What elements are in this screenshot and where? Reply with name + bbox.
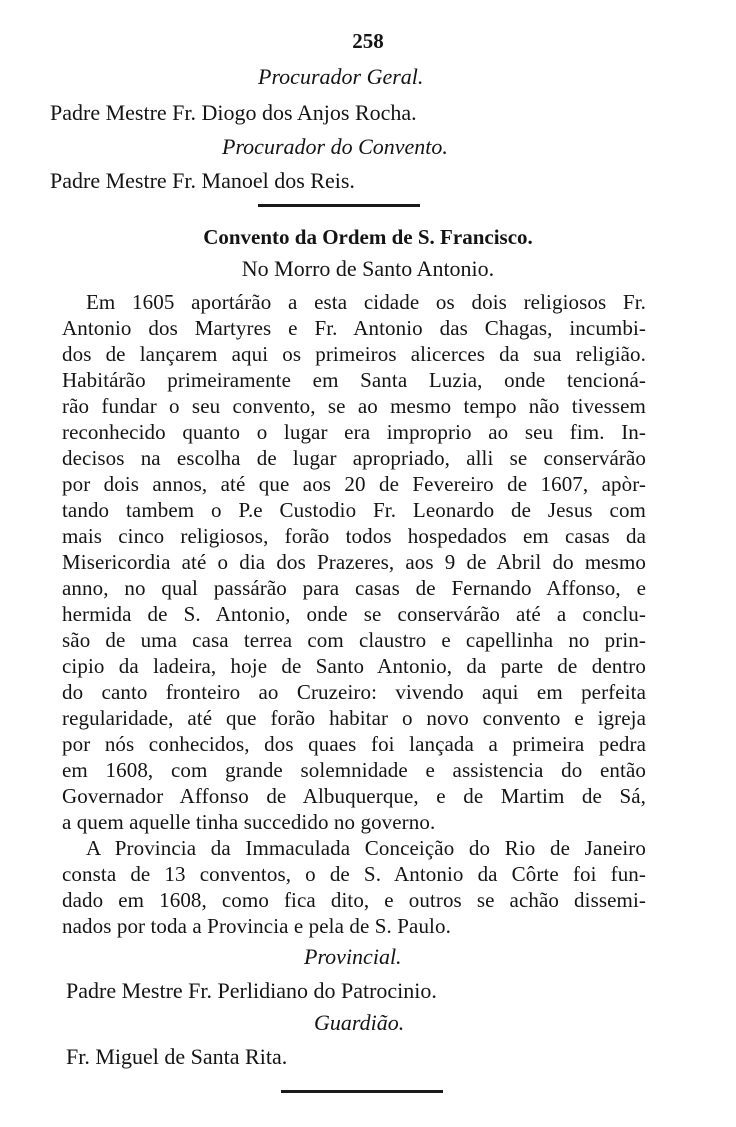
paragraph-line: em 1608, com grande solemnidade e assistencia do então <box>62 758 646 782</box>
convent-subheading: No Morro de Santo Antonio. <box>241 256 495 281</box>
paragraph-line: decisos na escolha de lugar apropriado, alli se conservárão <box>62 446 646 470</box>
paragraph-line: reconhecido quanto o lugar era improprio ao seu fim. In- <box>62 420 646 444</box>
paragraph-line: tando tambem o P.e Custodio Fr. Leonardo de Jesus com <box>62 498 646 522</box>
paragraph-line: são de uma casa terrea com claustro e capellinha no prin- <box>62 628 646 652</box>
paragraph-line: rão fundar o seu convento, se ao mesmo tempo não tivessem <box>62 394 646 418</box>
paragraph-line: dado em 1608, como fica dito, e outros se achão dissemi- <box>62 888 646 912</box>
paragraph-line: Habitárão primeiramente em Santa Luzia, onde tencioná- <box>62 368 646 392</box>
section-divider-top <box>258 204 420 207</box>
paragraph-line: por dois annos, até que aos 20 de Fevereiro de 1607, apòr- <box>62 472 646 496</box>
paragraph-line: dos de lançarem aqui os primeiros alicerces da sua religião. <box>62 342 646 366</box>
paragraph-line: Em 1605 aportárão a esta cidade os dois religiosos Fr. <box>86 290 646 314</box>
paragraph-line: por nós conhecidos, dos quaes foi lançada a primeira pedra <box>62 732 646 756</box>
paragraph-line: hermida de S. Antonio, onde se conservárão até a conclu- <box>62 602 646 626</box>
provincial-title: Provincial. <box>304 944 402 969</box>
paragraph-line: nados por toda a Provincia e pela de S. Paulo. <box>62 914 451 938</box>
page-number: 258 <box>352 29 384 53</box>
paragraph-line: regularidade, até que forão habitar o novo convento e igreja <box>62 706 646 730</box>
paragraph-line: Antonio dos Martyres e Fr. Antonio das Chagas, incumbi- <box>62 316 646 340</box>
procurador-convento-name: Padre Mestre Fr. Manoel dos Reis. <box>50 168 355 193</box>
paragraph-line: consta de 13 conventos, o de S. Antonio da Côrte foi fun- <box>62 862 646 886</box>
paragraph-line: cipio da ladeira, hoje de Santo Antonio, da parte de dentro <box>62 654 646 678</box>
procurador-geral-title: Procurador Geral. <box>258 64 424 89</box>
procurador-geral-name: Padre Mestre Fr. Diogo dos Anjos Rocha. <box>50 100 417 125</box>
paragraph-line: anno, no qual passárão para casas de Fernando Affonso, e <box>62 576 646 600</box>
section-divider-bottom <box>281 1090 443 1093</box>
guardiao-title: Guardião. <box>314 1010 405 1035</box>
provincial-name: Padre Mestre Fr. Perlidiano do Patrocinio. <box>66 978 437 1003</box>
procurador-convento-title: Procurador do Convento. <box>222 134 448 159</box>
paragraph-line: do canto fronteiro ao Cruzeiro: vivendo aqui em perfeita <box>62 680 646 704</box>
paragraph-line: Misericordia até o dia dos Prazeres, aos 9 de Abril do mesmo <box>62 550 646 574</box>
paragraph-line: A Provincia da Immaculada Conceição do Rio de Janeiro <box>86 836 646 860</box>
paragraph-line: Governador Affonso de Albuquerque, e de Martim de Sá, <box>62 784 646 808</box>
paragraph-line: mais cinco religiosos, forão todos hospedados em casas da <box>62 524 646 548</box>
guardiao-name: Fr. Miguel de Santa Rita. <box>66 1044 288 1069</box>
convent-heading: Convento da Ordem de S. Francisco. <box>203 225 533 249</box>
paragraph-line: a quem aquelle tinha succedido no governo. <box>62 810 436 834</box>
